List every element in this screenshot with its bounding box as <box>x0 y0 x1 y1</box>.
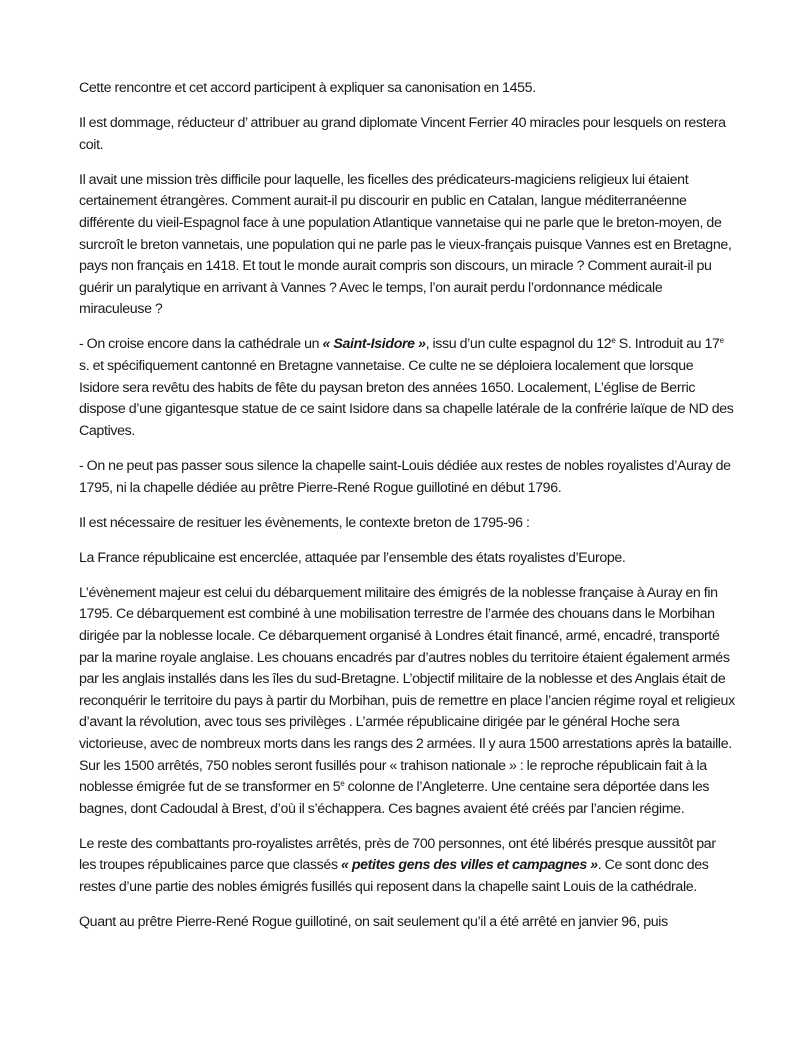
paragraph-contexte: Il est nécessaire de resituer les évènements, le contexte breton de 1795-96 : <box>79 514 530 531</box>
superscript: e <box>611 336 616 346</box>
paragraph-mission: Il avait une mission très difficile pour laquelle, les ficelles des prédicateurs-magiciens religieux lui étaient certainement étrangères. Comment aurait-il pu discourir en public en Catalan, langue méditerranéenne différente du vieil-Espagnol face à une population Atlantique vannetaise qui ne parle que le breton-moyen, de surcroît le breton vannetais, une population qui ne parle pas le vieux-français puisque Vannes est en Bretagne, pays non français en 1418. Et tout le monde aurait compris son discours, un miracle ? Comment aurait-il pu guérir un paralytique en arrivant à Vannes ? Avec le temps, l’on aurait perdu l’ordonnance médicale miraculeuse ? <box>79 171 732 318</box>
paragraph-debarquement <box>79 583 735 821</box>
text-run: , issu d’un culte espagnol du 12 <box>425 336 612 353</box>
paragraph-pretre-rogue: Quant au prêtre Pierre-René Rogue guillotiné, on sait seulement qu’il a été arrêté en janvier 96, puis <box>79 914 668 931</box>
text-run: colonne de l’Angleterre. Une centaine sera déportée dans les bagnes, dont Cadoudal à Brest, d’où il s’échappera. Ces bagnes avaient été créés par l’ancien régime. <box>79 779 710 817</box>
text-run: s. et spécifiquement cantonné en Bretagne vannetaise. Ce culte ne se déploiera localement que lorsque Isidore sera revêtu des habits de fête du paysan breton des années 1650. Localement, L’église de Berric dispose d’une gigantesque statue de ce saint Isidore dans sa chapelle latérale de la confrérie laïque de ND des Captives. <box>79 358 734 439</box>
emphasis-petites-gens: « petites gens des villes et campagnes » <box>340 857 598 874</box>
paragraph-saint-isidore <box>79 334 735 442</box>
paragraph-miracles: Il est dommage, réducteur d’ attribuer au grand diplomate Vincent Ferrier 40 miracles pour lesquels on restera coit. <box>79 115 726 153</box>
document-body <box>79 78 735 947</box>
paragraph-chapelle-saint-louis: - On ne peut pas passer sous silence la chapelle saint-Louis dédiée aux restes de nobles royalistes d’Auray de 1795, ni la chapelle dédiée au prêtre Pierre-René Rogue guillotiné en début 1796. <box>79 457 731 496</box>
paragraph-canonisation: Cette rencontre et cet accord participent à expliquer sa canonisation en 1455. <box>79 80 536 96</box>
paragraph-combattants <box>79 834 735 899</box>
text-run: L’évènement majeur est celui du débarquement militaire des émigrés de la noblesse française à Auray en fin 1795. Ce débarquement est combiné à une mobilisation terrestre de l’armée des chouans dans le Morbihan dirigée par la noblesse locale. Ce débarquement organisé à Londres était financé, armé, encadré, transporté par la marine royale anglaise. Les chouans encadrés par d’autres nobles du territoire étaient également armés par les anglais installés dans les îles du sud-Bretagne. L’objectif militaire de la noblesse et des Anglais était de reconquérir le territoire du pays à partir du Morbihan, puis de remettre en place l’ancien régime royal et religieux d’avant la révolution, avec tous ses privilèges . L’armée républicaine dirigée par le général Hoche sera victorieuse, avec de nombreux morts dans les rangs des 2 armées. Il y aura 1500 arrestations après la bataille. Sur les 1500 arrêtés, 750 nobles seront fusillés pour « trahison nationale » : le reproche républicain fait à la noblesse émigrée fut de se transformer en 5 <box>79 584 735 796</box>
text-run: - On croise encore dans la cathédrale un <box>79 336 323 353</box>
text-run: S. Introduit au 17 <box>615 336 720 353</box>
superscript: e <box>719 336 724 346</box>
superscript: e <box>340 779 345 789</box>
text-run: Le reste des combattants pro-royalistes arrêtés, près de 700 personnes, ont été libérés presque aussitôt par les troupes républicaines parce que classés <box>79 835 716 874</box>
text-run: . Ce sont donc des restes d’une partie des nobles émigrés fusillés qui reposent dans la chapelle saint Louis de la cathédrale. <box>79 857 709 895</box>
paragraph-france-republicaine: La France républicaine est encerclée, attaquée par l’ensemble des états royalistes d’Europe. <box>79 549 626 566</box>
emphasis-saint-isidore: « Saint-Isidore » <box>322 336 426 353</box>
